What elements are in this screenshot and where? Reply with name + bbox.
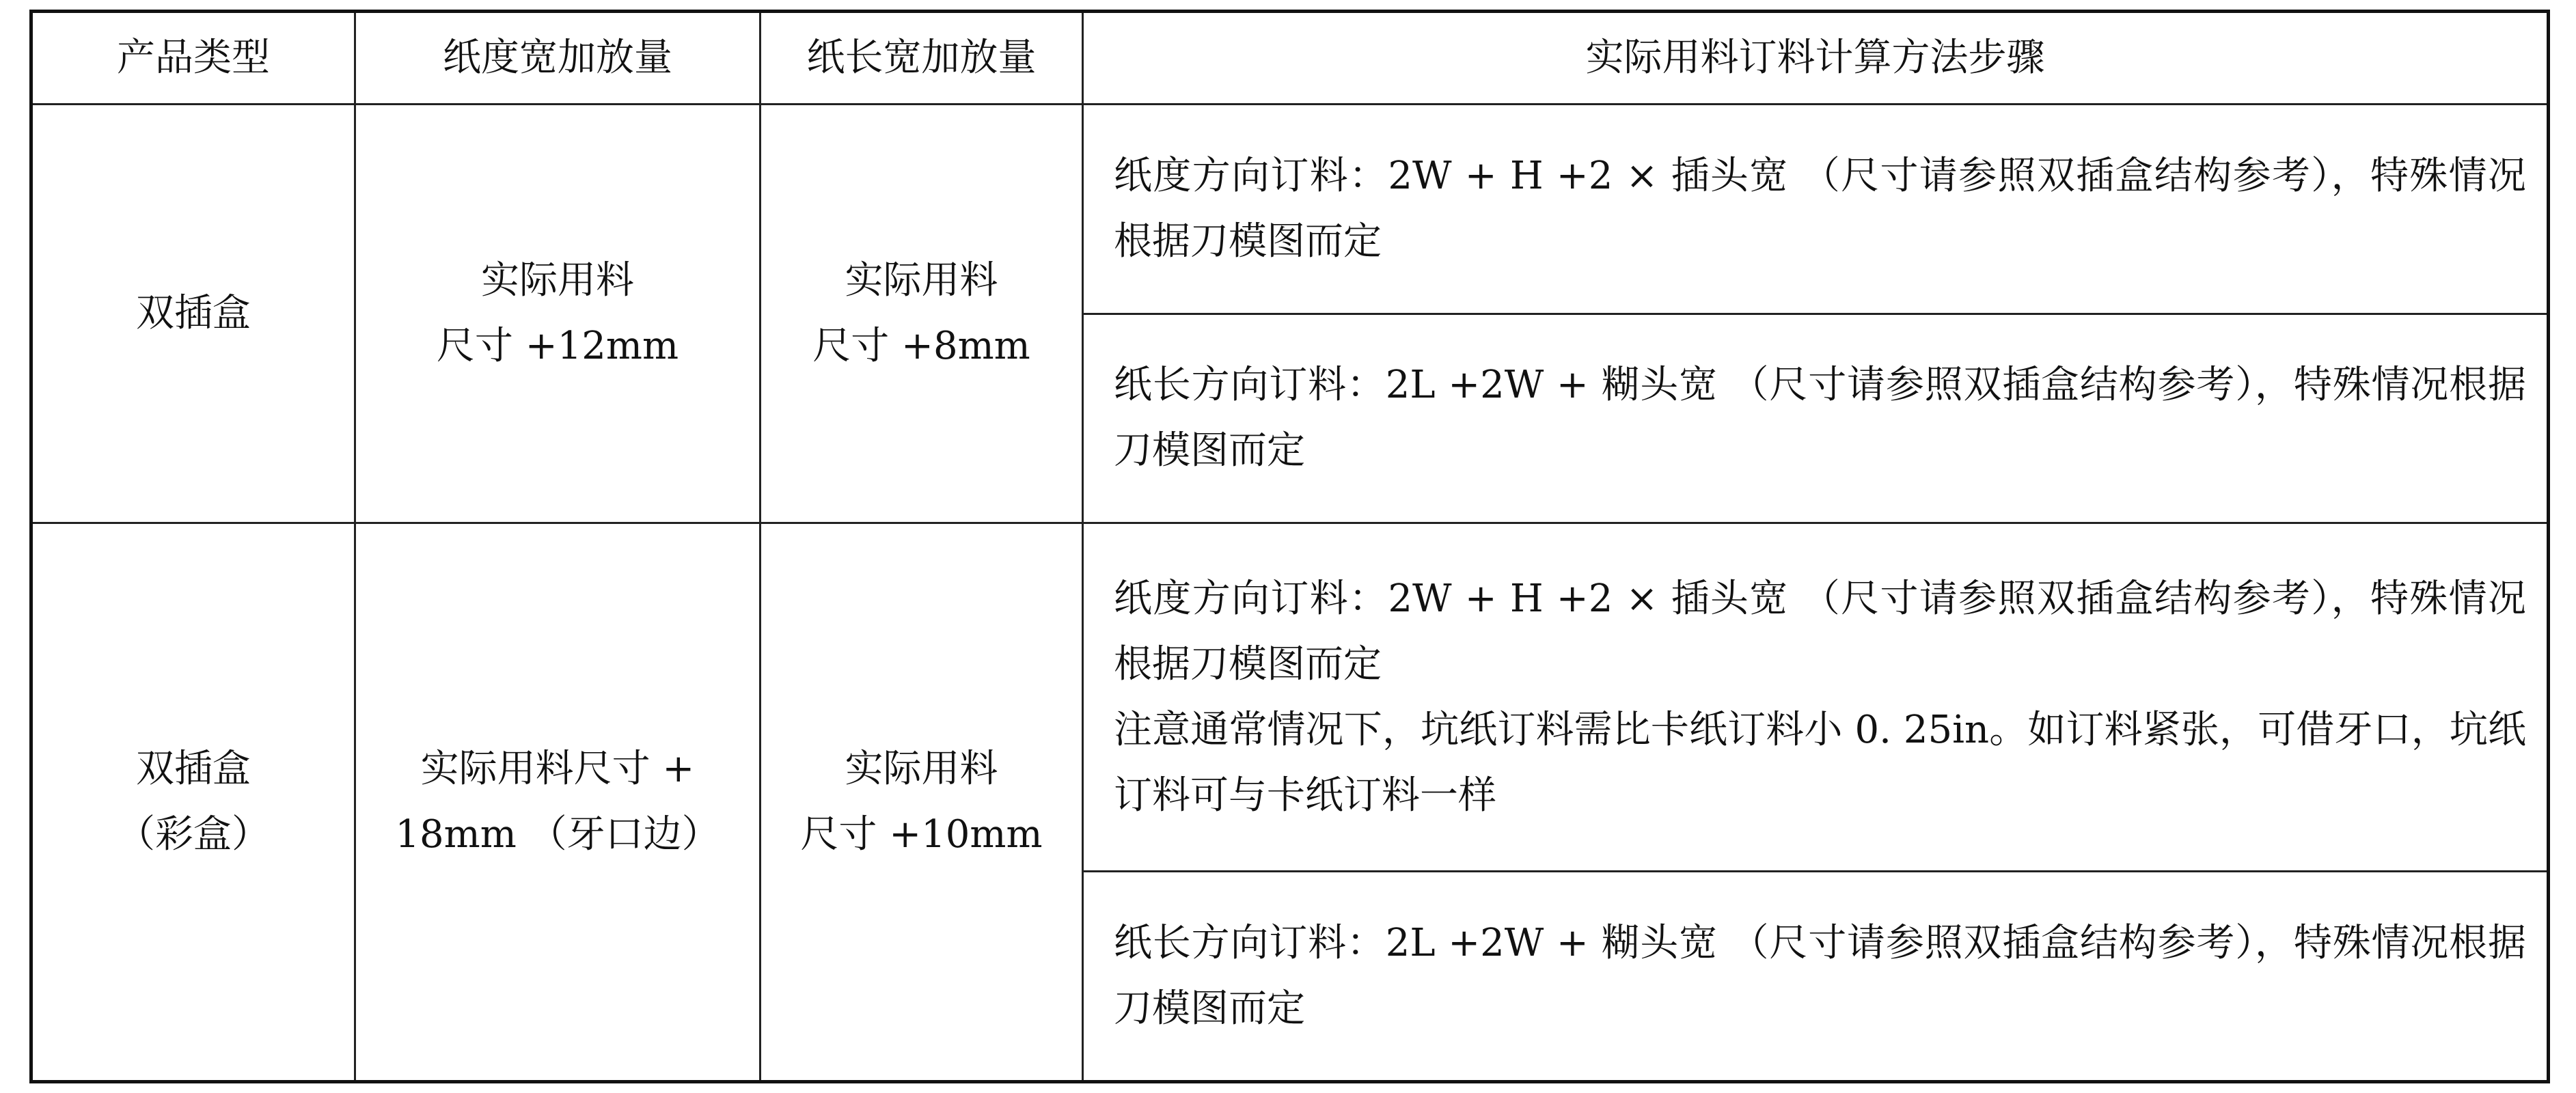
header-width-allowance: 纸度宽加放量 xyxy=(355,12,761,105)
width-allowance-line: 尺寸 +12mm xyxy=(436,324,679,369)
ordering-calculation-table xyxy=(29,10,2550,1083)
header-row xyxy=(31,12,2549,105)
method-cell xyxy=(1083,872,2549,1082)
width-allowance-cell xyxy=(355,105,761,523)
method-text: 纸度方向订料：2W + H +2 × 插头宽 （尺寸请参照双插盒结构参考），特殊情况根据刀模图而定 xyxy=(1114,153,2526,264)
width-allowance-line: 18mm （牙口边） xyxy=(395,812,720,857)
method-cell xyxy=(1083,523,2549,872)
product-type-cell xyxy=(31,523,355,1082)
table-header xyxy=(31,12,2549,105)
method-note-text: 注意通常情况下，坑纸订料需比卡纸订料小 0. 25in。如订料紧张，可借牙口，坑纸订料可与卡纸订料一样 xyxy=(1114,707,2526,818)
header-product-type: 产品类型 xyxy=(31,12,355,105)
product-type-line: 双插盒 xyxy=(136,291,251,336)
length-allowance-cell xyxy=(761,105,1083,523)
product-type-line: 双插盒 xyxy=(136,747,251,792)
length-allowance-line: 尺寸 +8mm xyxy=(812,324,1030,369)
table-row xyxy=(31,105,2549,314)
method-text: 纸长方向订料：2L +2W + 糊头宽 （尺寸请参照双插盒结构参考），特殊情况根据刀模图而定 xyxy=(1114,921,2526,1032)
width-allowance-cell xyxy=(355,523,761,1082)
length-allowance-line: 尺寸 +10mm xyxy=(800,812,1043,857)
method-text: 纸长方向订料：2L +2W + 糊头宽 （尺寸请参照双插盒结构参考），特殊情况根据刀模图而定 xyxy=(1114,363,2526,473)
header-calculation-method: 实际用料订料计算方法步骤 xyxy=(1083,12,2549,105)
header-length-allowance: 纸长宽加放量 xyxy=(761,12,1083,105)
length-allowance-line: 实际用料 xyxy=(845,258,998,303)
table-body xyxy=(31,105,2549,1082)
width-allowance-line: 实际用料 xyxy=(481,258,634,303)
table-row xyxy=(31,523,2549,872)
length-allowance-cell xyxy=(761,523,1083,1082)
product-type-cell xyxy=(31,105,355,523)
product-type-line: （彩盒） xyxy=(117,812,270,857)
method-cell xyxy=(1083,105,2549,314)
method-text: 纸度方向订料：2W + H +2 × 插头宽 （尺寸请参照双插盒结构参考），特殊情况根据刀模图而定 xyxy=(1114,576,2526,687)
width-allowance-line: 实际用料尺寸 + xyxy=(420,747,695,792)
length-allowance-line: 实际用料 xyxy=(845,747,998,792)
method-cell xyxy=(1083,314,2549,523)
